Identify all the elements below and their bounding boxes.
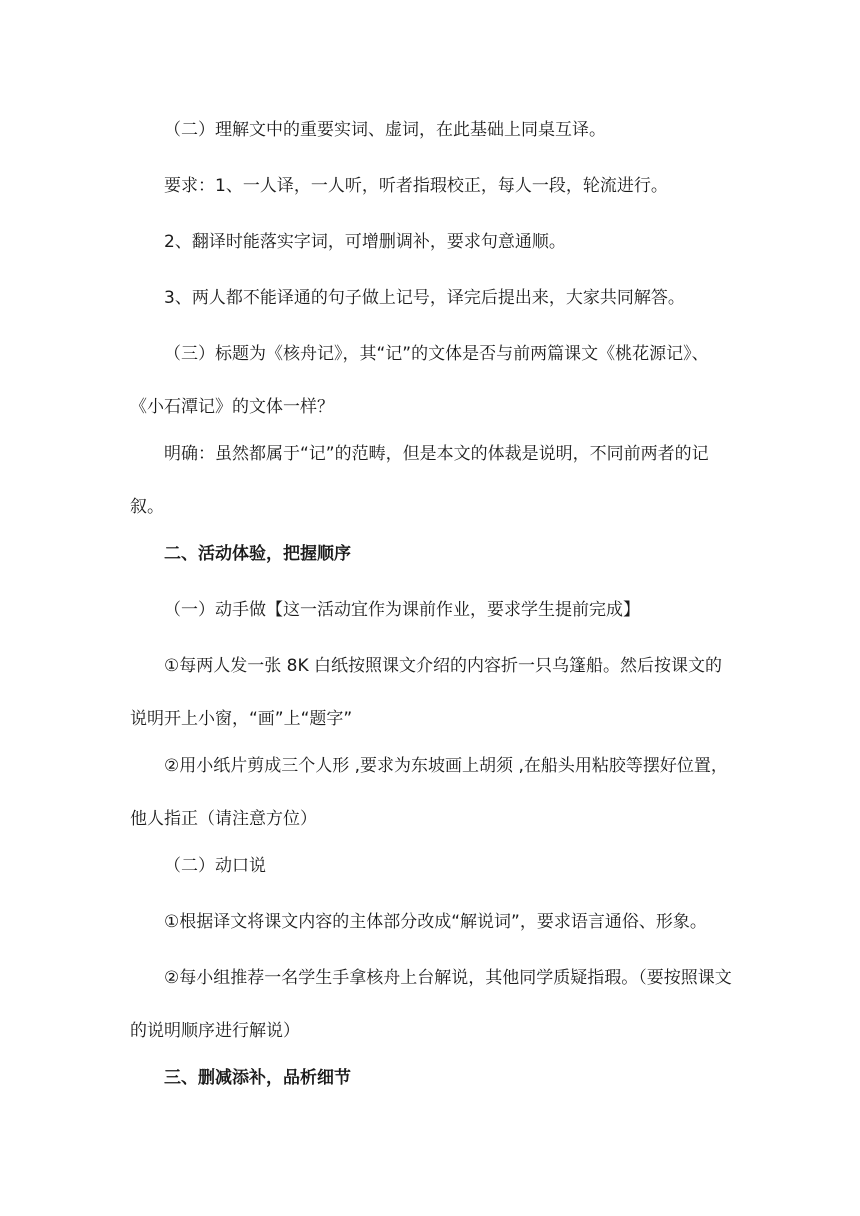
- paragraph-speak: （二）动口说: [164, 856, 266, 876]
- paragraph-commentary: ①根据译文将课文内容的主体部分改成“解说词”，要求语言通俗、形象。: [164, 912, 707, 932]
- paragraph-translate-task: （二）理解文中的重要实词、虚词，在此基础上同桌互译。: [164, 120, 606, 140]
- section-heading-activity: 二、活动体验，把握顺序: [164, 544, 351, 564]
- section-heading-details: 三、删减添补，品析细节: [164, 1068, 351, 1088]
- paragraph-requirement-1: 要求：1、一人译，一人听，听者指瑕校正，每人一段，轮流进行。: [164, 176, 668, 196]
- paragraph-requirement-2: 2、翻译时能落实字词，可增删调补，要求句意通顺。: [164, 232, 566, 252]
- paragraph-clarification: 明确：虽然都属于“记”的范畴，但是本文的体裁是说明，不同前两者的记叙。: [130, 444, 709, 517]
- paragraph-requirement-3: 3、两人都不能译通的句子做上记号，译完后提出来，大家共同解答。: [164, 288, 685, 308]
- paragraph-hands-on: （一）动手做【这一活动宜作为课前作业，要求学生提前完成】: [164, 600, 640, 620]
- paragraph-fold-boat: ①每两人发一张 8K 白纸按照课文介绍的内容折一只乌篷船。然后按课文的说明开上小窗，“画”上“题字”: [130, 656, 723, 729]
- paragraph-title-question: （三）标题为《核舟记》，其“记”的文体是否与前两篇课文《桃花源记》、《小石潭记》的文体一样？: [130, 344, 709, 417]
- paragraph-cut-figures: ②用小纸片剪成三个人形 ,要求为东坡画上胡须 ,在船头用粘胶等摆好位置，他人指正（请注意方位）: [130, 756, 728, 829]
- paragraph-present: ②每小组推荐一名学生手拿核舟上台解说，其他同学质疑指瑕。（要按照课文的说明顺序进行解说）: [130, 968, 732, 1041]
